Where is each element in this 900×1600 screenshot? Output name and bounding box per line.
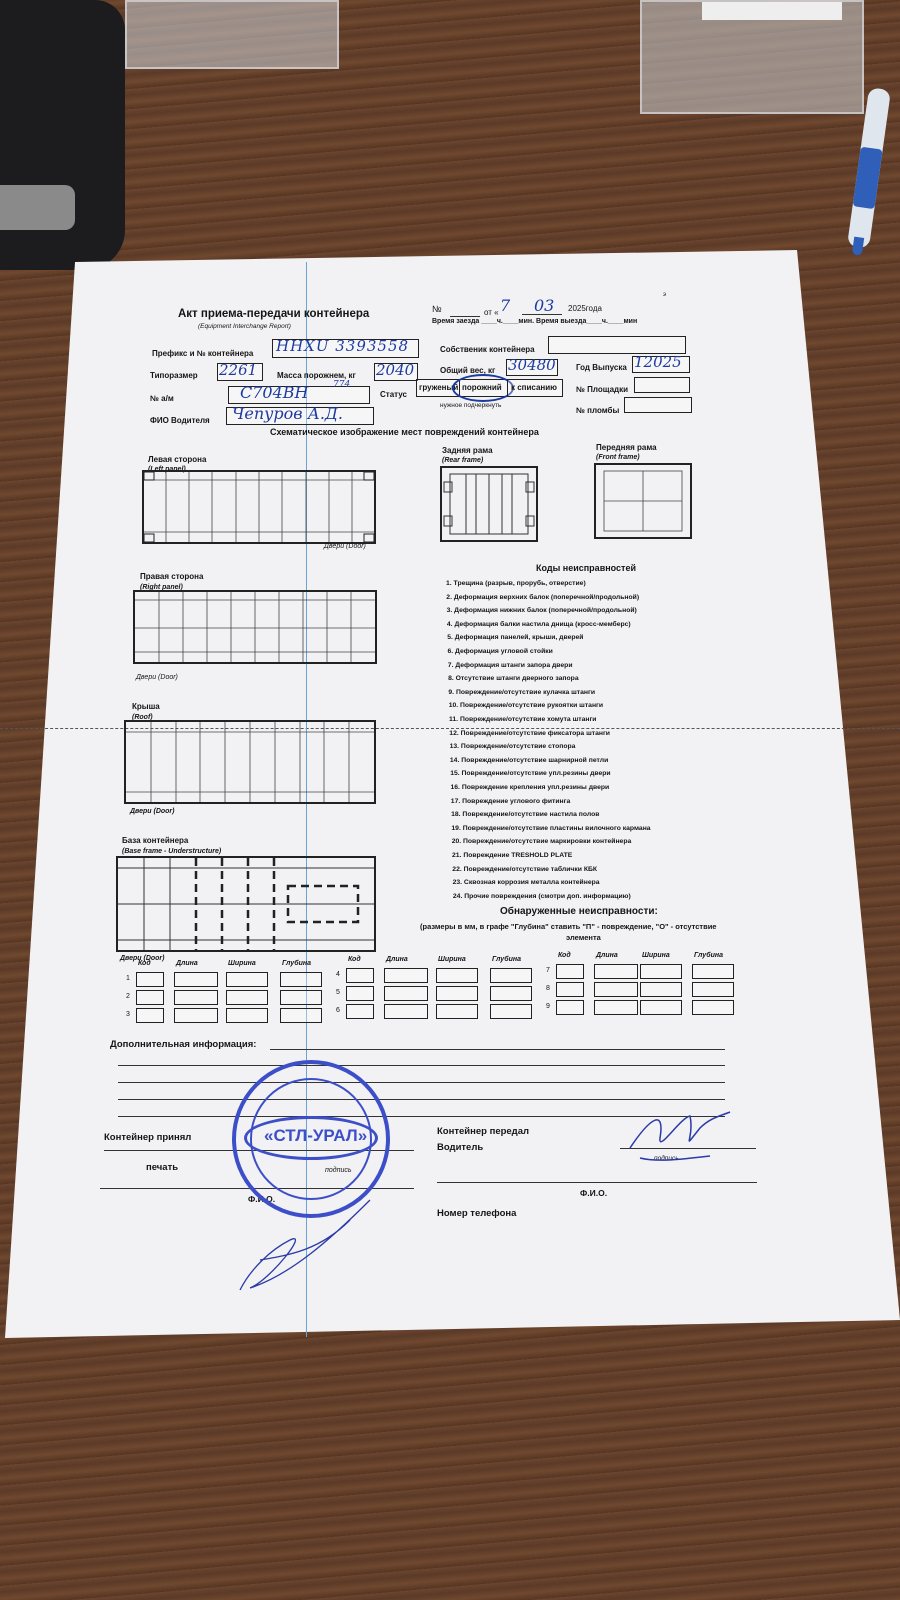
doc-subtitle: (Equipment Interchange Report) <box>198 323 291 330</box>
defect-row-number: 7 <box>546 967 550 974</box>
code-item: 15. Повреждение/отсутствие упл.резины двери <box>450 770 611 778</box>
defect-cell[interactable] <box>226 1008 268 1023</box>
defect-row-number: 8 <box>546 985 550 992</box>
base-label: База контейнера <box>122 836 189 845</box>
defect-cell[interactable] <box>280 990 322 1005</box>
defect-cell[interactable] <box>640 964 682 979</box>
defects-col-header: Длина <box>176 960 198 967</box>
gross-value: 30480 <box>508 356 556 374</box>
code-item: 23. Сквозная коррозия металла контейнера <box>452 879 600 887</box>
code-item: 17. Повреждение углового фитинга <box>450 797 571 805</box>
defects-col-header: Глубина <box>282 960 312 967</box>
rear-frame-sub: (Rear frame) <box>442 457 484 464</box>
right-panel-sub: (Right panel) <box>140 584 183 591</box>
front-frame-diagram[interactable] <box>594 463 692 539</box>
base-sub: (Base frame - Understructure) <box>122 848 222 855</box>
fio-left: Ф.И.О. <box>248 1194 276 1204</box>
code-item: 5. Деформация панелей, крыши, дверей <box>447 634 584 642</box>
defect-cell[interactable] <box>594 982 638 997</box>
defect-row-number: 3 <box>126 1011 130 1018</box>
defect-cell[interactable] <box>136 990 164 1005</box>
accepted-label: Контейнер принял <box>104 1132 192 1143</box>
defects-col-header: Код <box>558 952 571 959</box>
signature-caption-right: подпись <box>654 1155 679 1162</box>
defects-col-header: Ширина <box>642 952 670 959</box>
code-item: 6. Деформация угловой стойки <box>447 648 553 655</box>
defect-cell[interactable] <box>436 968 478 983</box>
extra-info-label: Дополнительная информация: <box>110 1039 257 1050</box>
code-item: 9. Повреждение/отсутствие кулачка штанги <box>448 688 596 696</box>
code-item: 4. Деформация балки настила днища (кросс-мемберс) <box>446 620 631 628</box>
code-item: 20. Повреждение/отсутствие маркировки контейнера <box>451 838 632 846</box>
defect-cell[interactable] <box>640 1000 682 1015</box>
defect-cell[interactable] <box>136 1008 164 1023</box>
roof-label: Крыша <box>132 702 160 711</box>
status-circle <box>452 374 514 402</box>
roof-sub: (Roof) <box>132 714 153 721</box>
truck-value: С704ВН <box>240 383 309 402</box>
right-panel-door: Двери (Door) <box>136 674 178 681</box>
owner-label: Собственик контейнера <box>440 345 535 354</box>
handed-label: Контейнер передал <box>437 1126 530 1137</box>
seal-field[interactable] <box>624 397 692 413</box>
status-loaded-label: груженый <box>419 383 459 392</box>
driver-value: Чепуров А.Д. <box>232 404 343 423</box>
defects-note-2: элемента <box>566 933 601 942</box>
left-panel-door: Двери (Door) <box>324 543 366 550</box>
rear-frame-diagram[interactable] <box>440 466 538 542</box>
code-item: 13. Повреждение/отсутствие стопора <box>449 743 576 751</box>
status-empty-label: порожний <box>462 383 502 392</box>
code-item: 7. Деформация штанги запора двери <box>447 661 573 669</box>
defect-cell[interactable] <box>594 1000 638 1015</box>
gross-label: Общий вес, кг <box>440 366 496 375</box>
defect-row-number: 9 <box>546 1003 550 1010</box>
code-item: 10. Повреждение/отсутствие рукоятки штанги <box>448 702 604 710</box>
status-writeoff-label: к списанию <box>511 383 558 392</box>
codes-title: Коды неисправностей <box>536 563 636 573</box>
year-label: Год Выпуска <box>576 363 627 372</box>
defect-cell[interactable] <box>174 990 218 1005</box>
defect-cell[interactable] <box>226 990 268 1005</box>
defect-cell[interactable] <box>174 972 218 987</box>
defect-cell[interactable] <box>174 1008 218 1023</box>
defect-cell[interactable] <box>556 1000 584 1015</box>
entry-exit-time: Время заезда ____ч.____мин. Время выезда____ч.____мин <box>432 318 638 325</box>
code-item: 3. Деформация нижних балок (поперечной/продольной) <box>446 607 637 615</box>
doc-no-label: № <box>432 304 442 314</box>
code-item: 22. Повреждение/отсутствие таблички КБК <box>452 865 598 873</box>
base-door: Двери (Door) <box>120 955 165 962</box>
doc-title: Акт приема-передачи контейнера <box>178 308 370 320</box>
code-item: 18. Повреждение/отсутствие настила полов <box>451 811 600 819</box>
company-stamp <box>232 1060 390 1218</box>
base-diagram[interactable] <box>116 856 376 952</box>
defect-row-number: 6 <box>336 1007 340 1014</box>
defect-cell[interactable] <box>384 968 428 983</box>
code-item: 21. Повреждение TRESHOLD PLATE <box>452 852 573 859</box>
defect-cell[interactable] <box>280 972 322 987</box>
truck-region: 774 <box>333 380 351 390</box>
signature-caption-left: подпись <box>325 1167 352 1174</box>
defects-col-header: Код <box>138 960 151 967</box>
left-panel-sub: (Left panel) <box>148 466 186 473</box>
defect-row-number: 4 <box>336 971 340 978</box>
defect-cell[interactable] <box>346 968 374 983</box>
code-item: 14. Повреждение/отсутствие шарнирной петли <box>449 756 609 764</box>
defect-cell[interactable] <box>556 964 584 979</box>
print-label: печать <box>146 1162 179 1173</box>
defect-cell[interactable] <box>490 986 532 1001</box>
defect-row-number: 5 <box>336 989 340 996</box>
driver-signature <box>620 1108 740 1166</box>
prefix-value: HHXU 3393558 <box>276 337 410 355</box>
front-frame-sub: (Front frame) <box>596 454 640 461</box>
defect-row-number: 2 <box>126 993 130 1000</box>
defect-cell[interactable] <box>692 964 734 979</box>
code-item: 8. Отсутствие штанги дверного запора <box>448 675 579 683</box>
driver-sign-label: Водитель <box>437 1142 484 1153</box>
front-frame-label: Передняя рама <box>596 443 657 452</box>
code-item: 19. Повреждение/отсутствие пластины вилочного кармана <box>451 824 651 832</box>
defect-cell[interactable] <box>640 982 682 997</box>
defects-col-header: Ширина <box>438 956 466 963</box>
rear-frame-label: Задняя рама <box>442 446 493 455</box>
driver-label: ФИО Водителя <box>150 416 210 425</box>
phone-label: Номер телефона <box>437 1208 517 1219</box>
defects-note-1: (размеры в мм, в графе "Глубина" ставить "П" - повреждение, "О" - отсутствие <box>420 922 717 931</box>
code-item: 2. Деформация верхних балок (поперечной/продольной) <box>446 593 640 601</box>
status-label: Статус <box>380 390 407 399</box>
code-item: 12. Повреждение/отсутствие фиксатора штанги <box>449 729 610 737</box>
area-field[interactable] <box>634 377 690 393</box>
defect-cell[interactable] <box>280 1008 322 1023</box>
size-label: Типоразмер <box>150 371 198 380</box>
left-panel-diagram[interactable] <box>142 470 376 544</box>
defects-col-header: Длина <box>596 952 618 959</box>
date-ot-label: от « <box>484 308 499 317</box>
defects-col-header: Глубина <box>492 956 522 963</box>
date-year: 2025года <box>568 304 602 313</box>
defects-col-header: Длина <box>386 956 408 963</box>
tare-value: 2040 <box>376 361 415 379</box>
defects-col-header: Ширина <box>228 960 256 967</box>
defect-cell[interactable] <box>226 972 268 987</box>
left-panel-label: Левая сторона <box>148 455 207 464</box>
code-item: 11. Повреждение/отсутствие хомута штанги <box>449 716 597 723</box>
defect-cell[interactable] <box>692 982 734 997</box>
defect-cell[interactable] <box>346 1004 374 1019</box>
area-label: № Площадки <box>576 385 629 394</box>
corner-mark: э <box>663 292 667 298</box>
defect-cell[interactable] <box>490 1004 532 1019</box>
defect-cell[interactable] <box>436 1004 478 1019</box>
defects-col-header: Код <box>348 956 361 963</box>
code-item: 16. Повреждение крепления упл.резины двери <box>450 784 610 791</box>
defects-title: Обнаруженные неисправности: <box>500 906 658 917</box>
code-item: 24. Прочие повреждения (смотри доп. информацию) <box>452 892 631 900</box>
defect-cell[interactable] <box>346 986 374 1001</box>
schema-title: Схематическое изображение мест повреждений контейнера <box>270 427 539 437</box>
defect-cell[interactable] <box>594 964 638 979</box>
roof-door: Двери (Door) <box>130 808 175 815</box>
status-note: нужное подчеркнуть <box>440 402 502 409</box>
fio-right: Ф.И.О. <box>580 1188 608 1198</box>
defect-cell[interactable] <box>436 986 478 1001</box>
defect-cell[interactable] <box>384 1004 428 1019</box>
roof-diagram[interactable] <box>124 720 376 804</box>
prefix-label: Префикс и № контейнера <box>152 349 254 358</box>
defect-row-number: 1 <box>126 975 130 982</box>
truck-label: № а/м <box>150 394 174 403</box>
date-month: 03 <box>534 296 555 315</box>
owner-field[interactable] <box>548 336 686 354</box>
stamp-text: «СТЛ-УРАЛ» <box>264 1126 368 1145</box>
seal-label: № пломбы <box>576 406 620 415</box>
defects-col-header: Глубина <box>694 952 724 959</box>
defect-cell[interactable] <box>490 968 532 983</box>
right-panel-label: Правая сторона <box>140 572 204 581</box>
code-item: 1. Трещина (разрыв, прорубь, отверстие) <box>446 580 586 587</box>
tare-label: Масса порожнем, кг <box>277 371 356 380</box>
defect-cell[interactable] <box>556 982 584 997</box>
defect-cell[interactable] <box>384 986 428 1001</box>
date-day: 7 <box>500 296 511 315</box>
size-value: 2261 <box>219 361 258 379</box>
defect-cell[interactable] <box>136 972 164 987</box>
right-panel-diagram[interactable] <box>133 590 377 664</box>
year-value: 12025 <box>634 353 682 371</box>
defect-cell[interactable] <box>692 1000 734 1015</box>
